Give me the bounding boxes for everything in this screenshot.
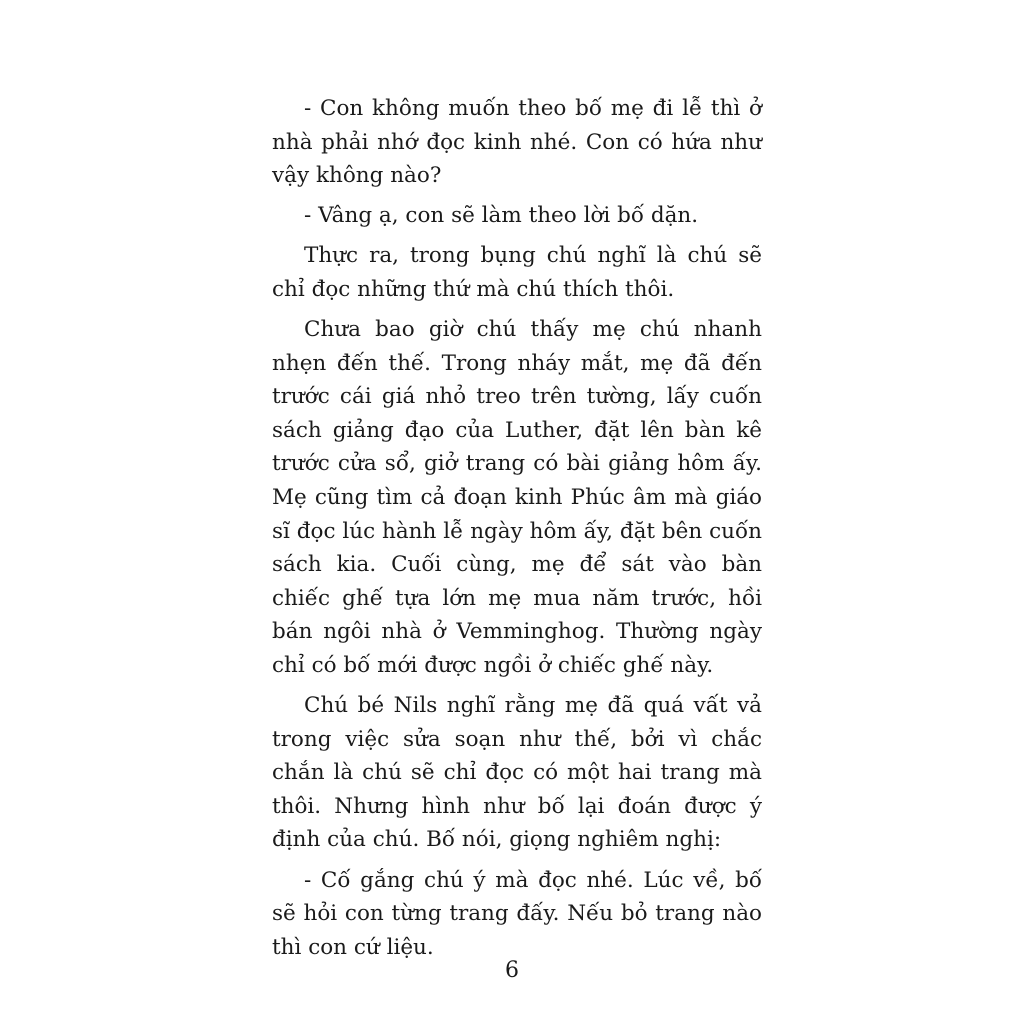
- paragraph-6: - Cố gắng chú ý mà đọc nhé. Lúc về, bố sẽ hỏi con từng trang đấy. Nếu bỏ trang nào thì con cứ liệu.: [272, 867, 762, 960]
- paragraph-1: - Con không muốn theo bố mẹ đi lễ thì ở nhà phải nhớ đọc kinh nhé. Con có hứa như vậy không nào?: [272, 96, 762, 189]
- paragraph-3: Thực ra, trong bụng chú nghĩ là chú sẽ chỉ đọc những thứ mà chú thích thôi.: [272, 243, 762, 302]
- page-number: 6: [505, 958, 519, 983]
- paragraph-5: Chú bé Nils nghĩ rằng mẹ đã quá vất vả trong việc sửa soạn như thế, bởi vì chắc chắn là chú sẽ chỉ đọc có một hai trang mà thôi. Nhưng hình như bố lại đoán được ý định của chú. Bố nói, giọng nghiêm nghị:: [272, 693, 762, 853]
- paragraph-4: Chưa bao giờ chú thấy mẹ chú nhanh nhẹn đến thế. Trong nháy mắt, mẹ đã đến trước cái giá nhỏ treo trên tường, lấy cuốn sách giảng đạo của Luther, đặt lên bàn kê trước cửa sổ, giở trang có bài giảng hôm ấy. Mẹ cũng tìm cả đoạn kinh Phúc âm mà giáo sĩ đọc lúc hành lễ ngày hôm ấy, đặt bên cuốn sách kia. Cuối cùng, mẹ để sát vào bàn chiếc ghế tựa lớn mẹ mua năm trước, hồi bán ngôi nhà ở Vemminghog. Thường ngày chỉ có bố mới được ngồi ở chiếc ghế này.: [272, 317, 762, 678]
- body-text: [272, 92, 762, 971]
- paragraph-2: - Vâng ạ, con sẽ làm theo lời bố dặn.: [304, 203, 699, 229]
